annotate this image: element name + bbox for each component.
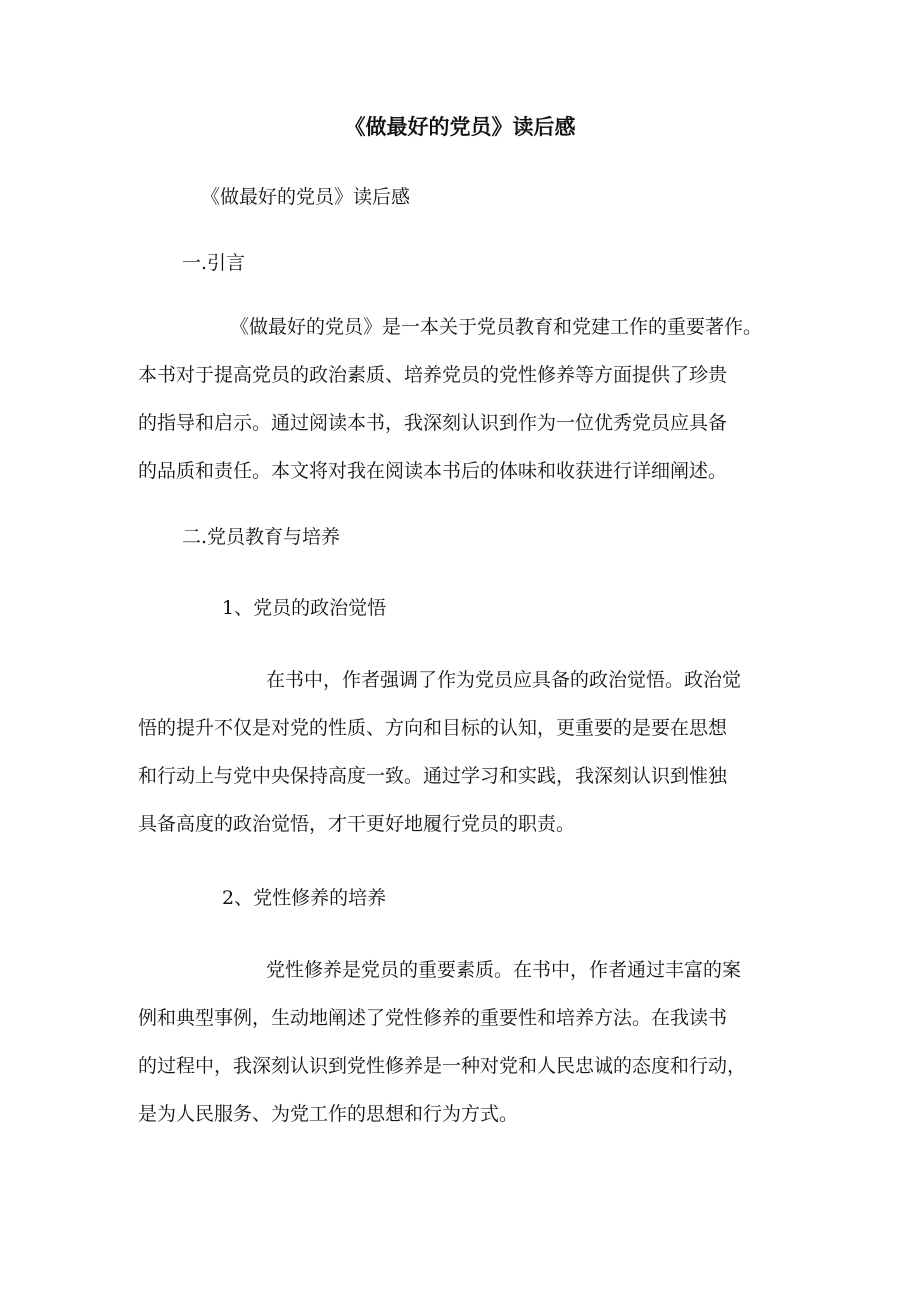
paragraph-line: 在书中，作者强调了作为党员应具备的政治觉悟。政治觉 bbox=[266, 669, 742, 691]
section-heading-introduction: 一.引言 bbox=[182, 252, 246, 274]
paragraph-line: 悟的提升不仅是对党的性质、方向和目标的认知，更重要的是要在思想 bbox=[138, 717, 728, 739]
paragraph-line: 具备高度的政治觉悟，才干更好地履行党员的职责。 bbox=[138, 813, 576, 835]
paragraph-line: 本书对于提高党员的政治素质、培养党员的党性修养等方面提供了珍贵 bbox=[138, 364, 728, 386]
paragraph-party-spirit bbox=[138, 946, 778, 1138]
paragraph-line: 的过程中，我深刻认识到党性修养是一种对党和人民忠诚的态度和行动， bbox=[138, 1055, 747, 1077]
paragraph-introduction bbox=[138, 303, 778, 495]
paragraph-political-awareness bbox=[138, 656, 778, 848]
document-subtitle: 《做最好的党员》读后感 bbox=[201, 186, 411, 208]
paragraph-line: 《做最好的党员》是一本关于党员教育和党建工作的重要著作。 bbox=[230, 316, 763, 338]
document-title: 《做最好的党员》读后感 bbox=[344, 115, 576, 139]
paragraph-line: 是为人民服务、为党工作的思想和行为方式。 bbox=[138, 1103, 519, 1125]
subsection-heading-party-spirit: 2、党性修养的培养 bbox=[222, 887, 387, 909]
paragraph-line: 党性修养是党员的重要素质。在书中，作者通过丰富的案 bbox=[266, 959, 742, 981]
paragraph-line: 的指导和启示。通过阅读本书，我深刻认识到作为一位优秀党员应具备 bbox=[138, 412, 728, 434]
section-heading-party-education: 二.党员教育与培养 bbox=[182, 526, 341, 548]
paragraph-line: 例和典型事例，生动地阐述了党性修养的重要性和培养方法。在我读书 bbox=[138, 1007, 728, 1029]
subsection-heading-political-awareness: 1、党员的政治觉悟 bbox=[222, 597, 387, 619]
paragraph-line: 的品质和责任。本文将对我在阅读本书后的体味和收获进行详细阐述。 bbox=[138, 460, 728, 482]
paragraph-line: 和行动上与党中央保持高度一致。通过学习和实践，我深刻认识到惟独 bbox=[138, 765, 728, 787]
